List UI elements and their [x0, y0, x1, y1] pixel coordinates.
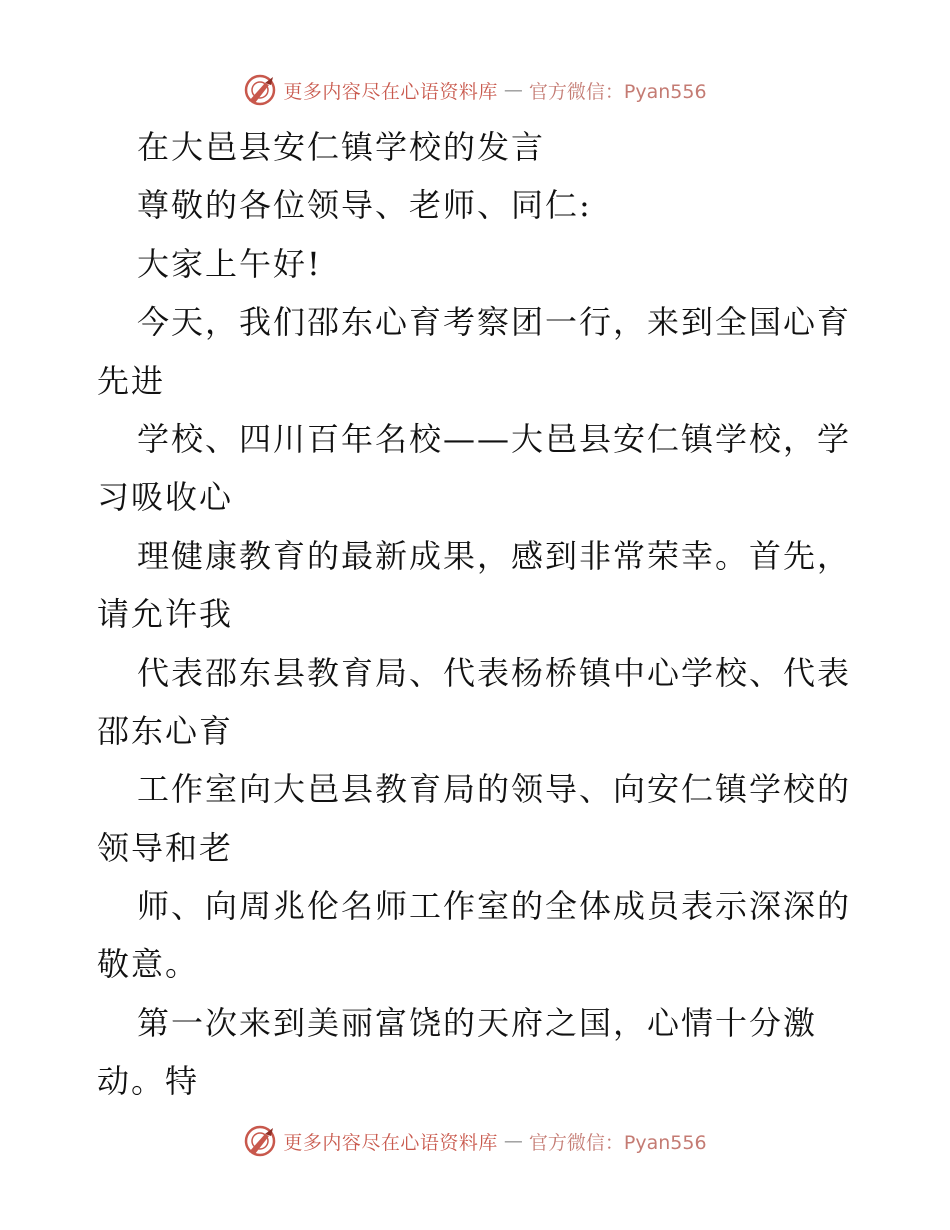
doc-line: 动。特 [97, 1062, 200, 1101]
header-watermark [0, 73, 950, 107]
doc-line: 敬意。 [97, 945, 200, 984]
watermark-text: 更多内容尽在心语资料库 [283, 80, 498, 103]
doc-line: 尊敬的各位领导、老师、同仁: [137, 186, 592, 225]
doc-line: 今天，我们邵东心育考察团一行，来到全国心育 [137, 303, 852, 342]
watermark-text: 更多内容尽在心语资料库 [283, 1131, 498, 1154]
pen-seal-icon [243, 73, 277, 107]
doc-line: 习吸收心 [97, 478, 234, 517]
doc-line: 在大邑县安仁镇学校的发言 [137, 128, 546, 166]
doc-line: 师、向周兆伦名师工作室的全体成员表示深深的 [137, 887, 852, 926]
watermark-wechat: 官方微信：Pyan556 [528, 1131, 707, 1154]
watermark-wechat: 官方微信：Pyan556 [528, 80, 707, 103]
doc-line: 大家上午好! [137, 244, 322, 283]
doc-line: 第一次来到美丽富饶的天府之国，心情十分激 [137, 1003, 818, 1042]
doc-line: 请允许我 [97, 595, 234, 634]
doc-line: 学校、四川百年名校——大邑县安仁镇学校，学 [137, 419, 852, 458]
pen-seal-icon [243, 1124, 277, 1158]
doc-line: 邵东心育 [97, 711, 234, 750]
doc-line: 代表邵东县教育局、代表杨桥镇中心学校、代表 [137, 653, 852, 692]
doc-line: 先进 [97, 361, 166, 400]
doc-line: 理健康教育的最新成果，感到非常荣幸。首先， [137, 536, 852, 575]
document-body [97, 118, 867, 1111]
watermark-separator: — [503, 1130, 523, 1152]
doc-line: 工作室向大邑县教育局的领导、向安仁镇学校的 [137, 770, 852, 809]
watermark-separator: — [503, 79, 523, 101]
doc-line: 领导和老 [97, 828, 234, 867]
footer-watermark [0, 1124, 950, 1158]
